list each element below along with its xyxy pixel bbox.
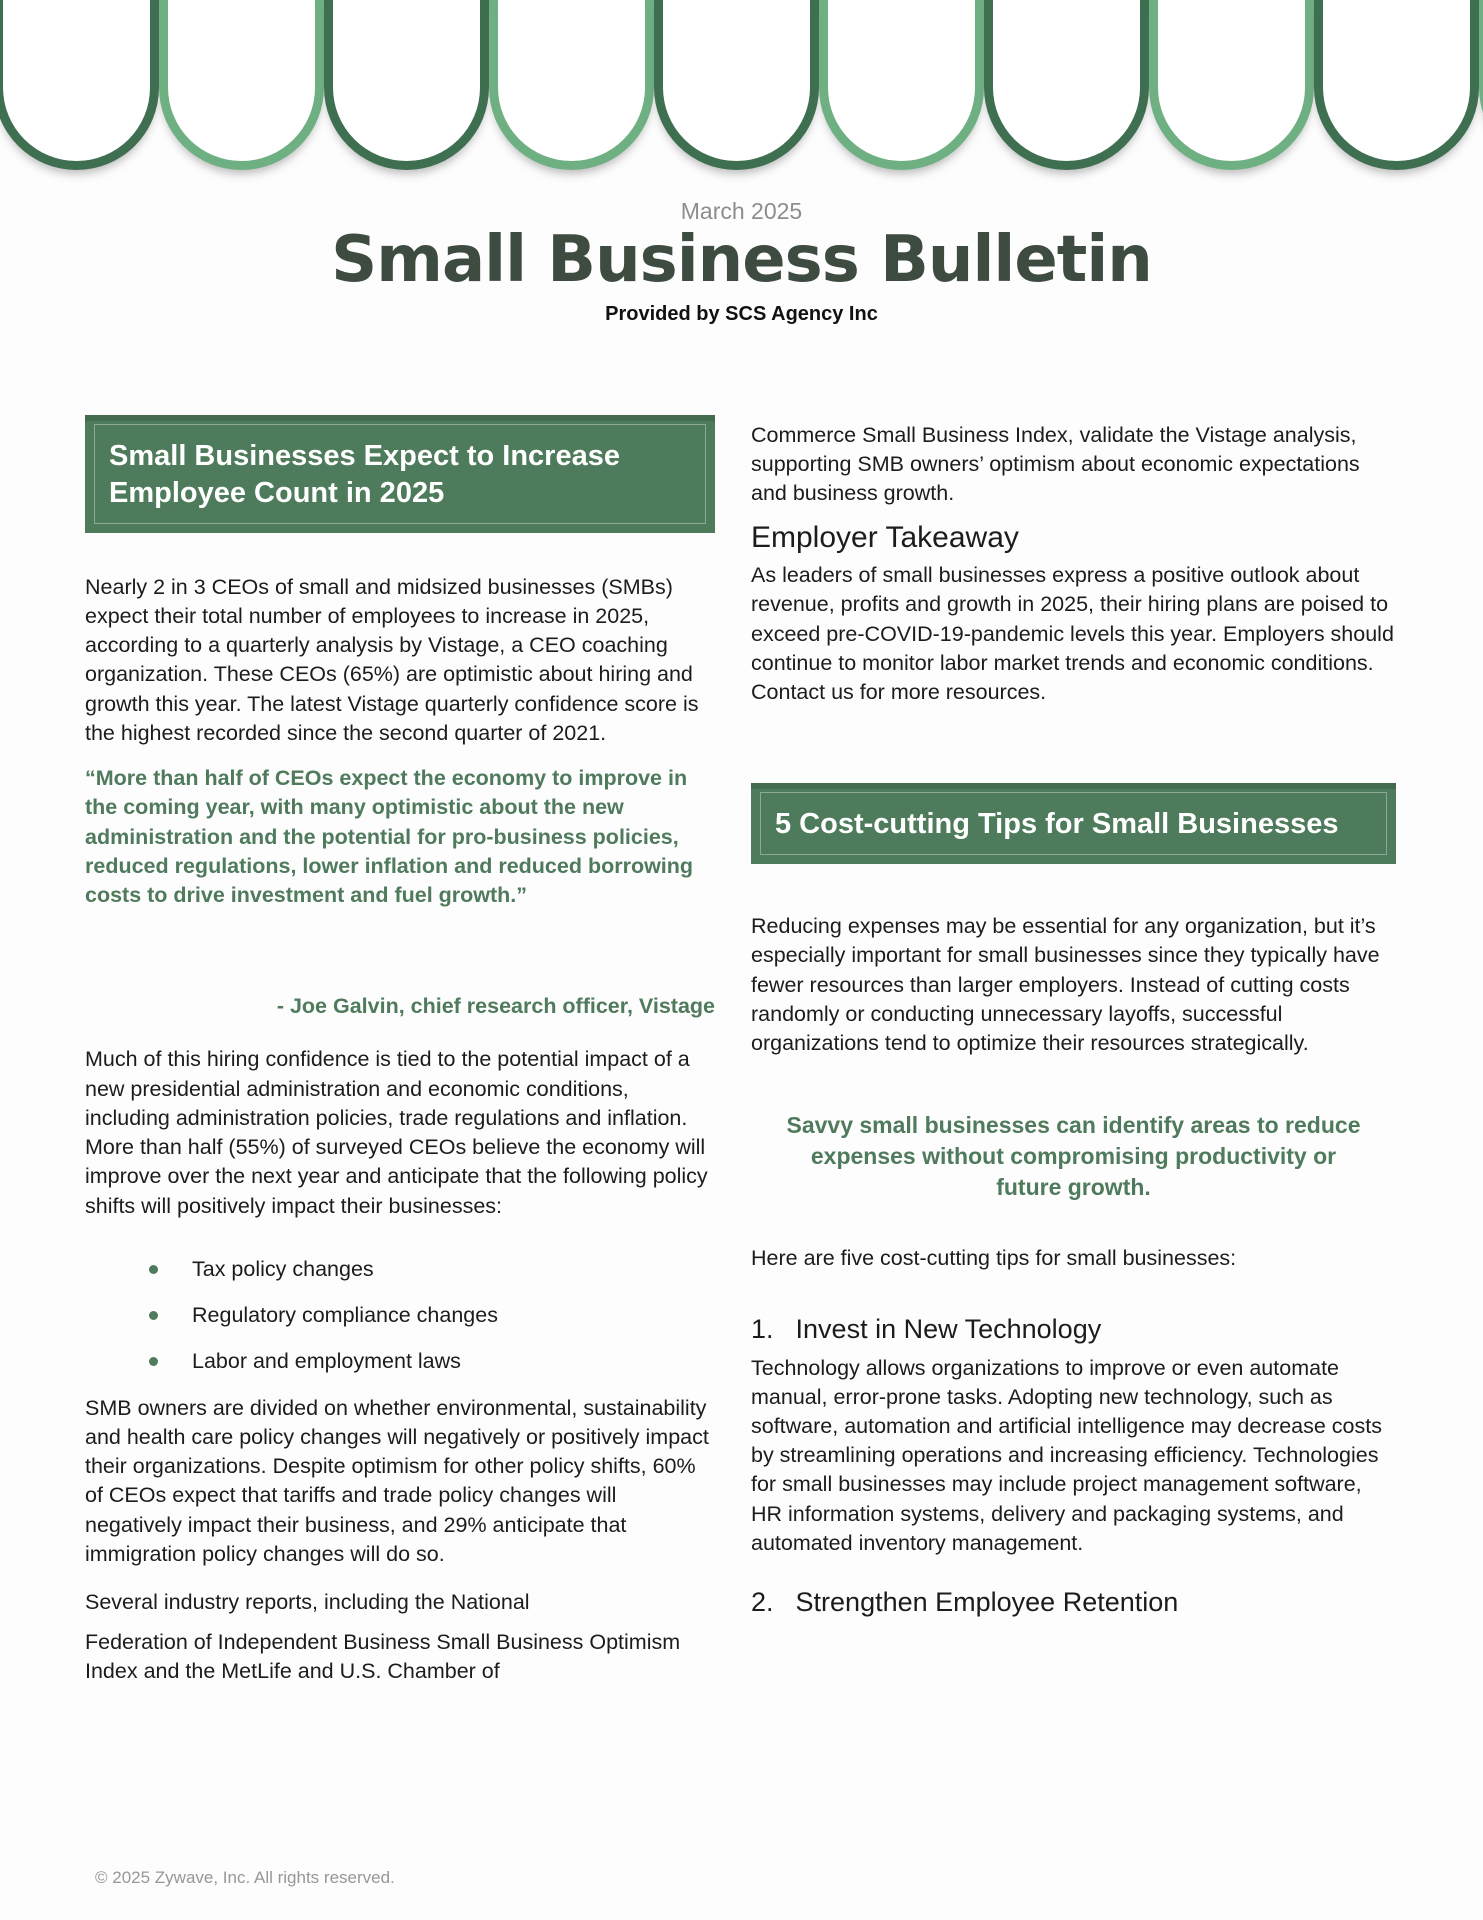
bullet-item (85, 1301, 715, 1330)
footer-copyright: © 2025 Zywave, Inc. All rights reserved. (95, 1868, 395, 1887)
scallop-arch (819, 0, 984, 170)
bullet-dot-icon (149, 1357, 158, 1366)
scallop-decoration (0, 0, 1483, 170)
pull-quote: “More than half of CEOs expect the economy to improve in the coming year, with many optimistic about the new administration and the potential for pro-business policies, reduced regulations, lower inflation and reduced borrowing costs to drive investment and fuel growth.” (85, 766, 694, 907)
article2-heading: 5 Cost-cutting Tips for Small Businesses (775, 808, 1339, 841)
scallop-arch (1314, 0, 1479, 170)
tip-2-heading (751, 1586, 1396, 1620)
quote-attribution: - Joe Galvin, chief research officer, Vistage (276, 994, 715, 1019)
scallop-arch (654, 0, 819, 170)
green-callout: Savvy small businesses can identify areas to reduce expenses without compromising productivity or future growth. (786, 1112, 1361, 1201)
article1-heading: Small Businesses Expect to Increase Employee Count in 2025 (109, 440, 620, 509)
bullet-dot-icon (149, 1265, 158, 1274)
left-column (85, 415, 715, 1687)
bullet-label: Labor and employment laws (192, 1349, 461, 1374)
bullet-item (85, 1255, 715, 1284)
tip-number: 1. (751, 1313, 774, 1344)
article2-heading-box (751, 783, 1396, 864)
tip-number: 2. (751, 1587, 774, 1618)
article1-paragraph-6: Commerce Small Business Index, validate the Vistage analysis, supporting SMB owners’ optimism about economic expectations and business growth. (751, 423, 1360, 506)
issue-date: March 2025 (680, 198, 803, 224)
scallop-arch (984, 0, 1149, 170)
page-title: Small Business Bulletin (331, 223, 1152, 297)
tip-title: Invest in New Technology (795, 1313, 1102, 1344)
takeaway-paragraph: As leaders of small businesses express a positive outlook about revenue, profits and growth in 2025, their hiring plans are poised to exceed pre-COVID-19-pandemic levels this year. Employers should continue to monitor labor market trends and economic conditions. Contact us for more resources. (751, 563, 1394, 705)
page-subtitle: Provided by SCS Agency Inc (605, 303, 878, 326)
bullet-label: Regulatory compliance changes (192, 1303, 498, 1328)
tip-1-paragraph: Technology allows organizations to improve or even automate manual, error-prone tasks. Adopting new technology, such as software, automation and artificial intelligence may decrease costs by streamlining operations and increasing efficiency. Technologies for small businesses may include project management software, HR information systems, delivery and packaging systems, and automated inventory management. (751, 1355, 1382, 1555)
scallop-arch (324, 0, 489, 170)
article1-paragraph-1: Nearly 2 in 3 CEOs of small and midsized businesses (SMBs) expect their total number of employees to increase in 2025, according to a quarterly analysis by Vistage, a CEO coaching organization. These CEOs (65%) are optimistic about hiring and growth this year. The latest Vistage quarterly confidence score is the highest recorded since the second quarter of 2021. (85, 574, 699, 745)
masthead (0, 198, 1483, 326)
right-column (751, 415, 1396, 1620)
policy-bullet-list (85, 1255, 715, 1377)
tip-1-heading (751, 1313, 1396, 1347)
bullet-dot-icon (149, 1311, 158, 1320)
scallop-arch (0, 0, 159, 170)
article1-paragraph-4: Several industry reports, including the National (85, 1589, 530, 1614)
article1-paragraph-3: SMB owners are divided on whether environmental, sustainability and health care policy changes will negatively or positively impact their organizations. Despite optimism for other policy shifts, 60% of CEOs expect that tariffs and trade policy changes will negatively impact their business, and 29% anticipate that immigration policy changes will do so. (85, 1395, 709, 1566)
scallop-arch (1479, 0, 1483, 170)
article2-paragraph-1: Reducing expenses may be essential for any organization, but it’s especially important for small businesses since they typically have fewer resources than larger employers. Instead of cutting costs randomly or conducting unnecessary layoffs, successful organizations tend to optimize their resources strategically. (751, 914, 1380, 1056)
article1-heading-box (85, 415, 715, 533)
article2-paragraph-2: Here are five cost-cutting tips for small businesses: (751, 1245, 1237, 1270)
scallop-arch (489, 0, 654, 170)
scallop-arch (159, 0, 324, 170)
article1-paragraph-2: Much of this hiring confidence is tied to the potential impact of a new presidential administration and economic conditions, including administration policies, trade regulations and inflation. More than half (55%) of surveyed CEOs believe the economy will improve over the next year and anticipate that the following policy shifts will positively impact their businesses: (85, 1047, 708, 1218)
bullet-item (85, 1347, 715, 1376)
bullet-label: Tax policy changes (192, 1256, 374, 1281)
takeaway-heading: Employer Takeaway (751, 520, 1019, 554)
tip-title: Strengthen Employee Retention (795, 1587, 1179, 1618)
article1-paragraph-5: Federation of Independent Business Small Business Optimism Index and the MetLife and U.S. Chamber of (85, 1630, 681, 1684)
scallop-arch (1149, 0, 1314, 170)
